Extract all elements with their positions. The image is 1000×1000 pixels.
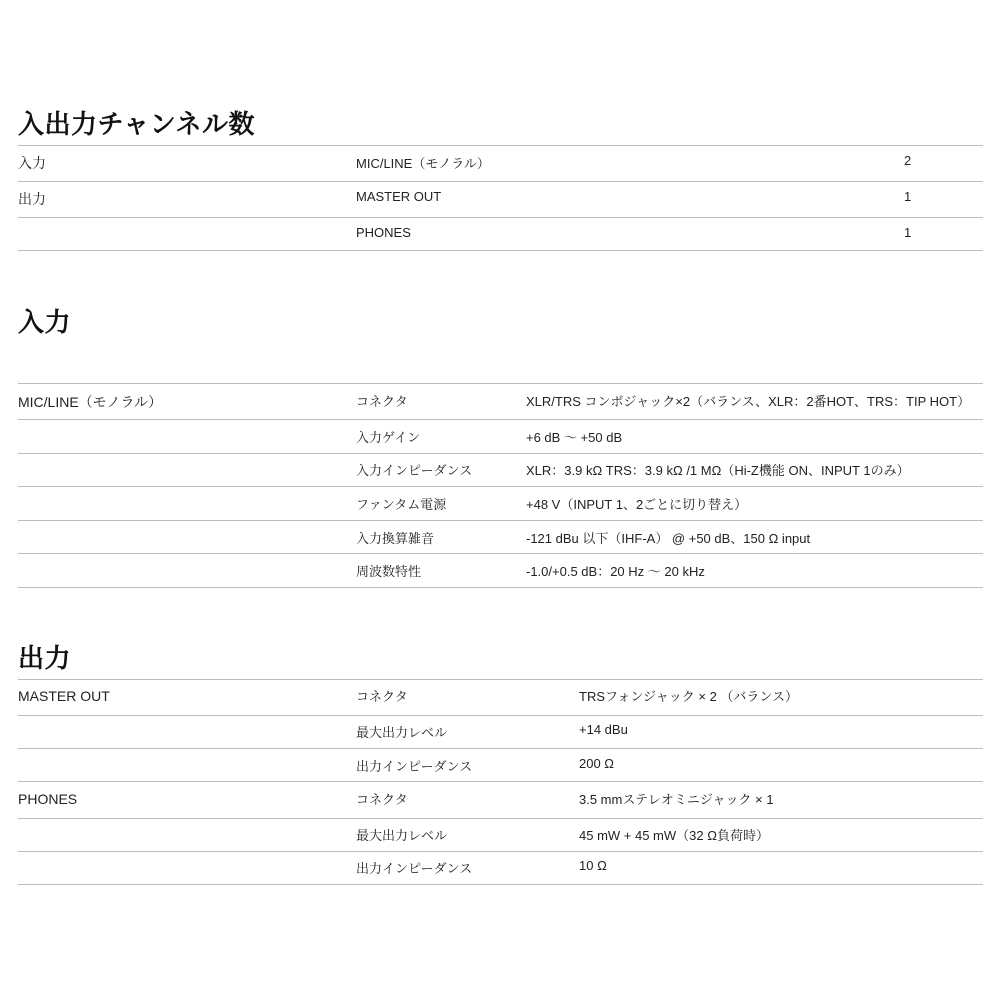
output-row-sub: 出力インピーダンス: [356, 759, 473, 774]
divider: [18, 884, 983, 885]
input-section-title: 入力: [18, 307, 72, 337]
divider: [18, 679, 983, 680]
input-row-value: XLR：3.9 kΩ TRS：3.9 kΩ /1 MΩ（Hi-Z機能 ON、INPUT 1のみ）: [526, 463, 910, 478]
divider: [18, 181, 983, 182]
channels-row-sub: PHONES: [356, 225, 411, 240]
output-row-label: MASTER OUT: [18, 688, 110, 704]
divider: [18, 453, 983, 454]
input-row-sub: 周波数特性: [356, 564, 422, 579]
output-row-sub: コネクタ: [356, 792, 408, 807]
channels-row-sub: MASTER OUT: [356, 189, 442, 204]
divider: [18, 715, 983, 716]
divider: [18, 781, 983, 782]
channels-row-label: 入力: [18, 155, 46, 171]
input-row-value: XLR/TRS コンボジャック×2（バランス、XLR：2番HOT、TRS：TIP HOT）: [526, 394, 971, 409]
channels-section-title: 入出力チャンネル数: [18, 109, 255, 139]
input-row-sub: コネクタ: [356, 394, 408, 409]
output-row-label: PHONES: [18, 791, 78, 807]
output-row-sub: コネクタ: [356, 689, 408, 704]
channels-row-count: 1: [904, 189, 912, 204]
channels-row-label: 出力: [18, 191, 46, 207]
output-row-sub: 最大出力レベル: [356, 725, 448, 740]
divider: [18, 217, 983, 218]
divider: [18, 486, 983, 487]
divider: [18, 145, 983, 146]
output-row-value: 200 Ω: [579, 756, 615, 771]
output-row-value: 3.5 mmステレオミニジャック × 1: [579, 792, 774, 807]
divider: [18, 250, 983, 251]
divider: [18, 748, 983, 749]
divider: [18, 520, 983, 521]
channels-row-count: 2: [904, 153, 912, 168]
input-row-value: +6 dB 〜 +50 dB: [526, 430, 623, 445]
divider: [18, 587, 983, 588]
input-row-sub: 入力インピーダンス: [356, 463, 473, 478]
output-section-title: 出力: [18, 643, 72, 673]
channels-row-count: 1: [904, 225, 912, 240]
input-row-value: +48 V（INPUT 1、2ごとに切り替え）: [526, 497, 748, 512]
divider: [18, 383, 983, 384]
channels-row-sub: MIC/LINE（モノラル）: [356, 156, 490, 171]
input-row-sub: ファンタム電源: [356, 497, 447, 512]
input-row-label: MIC/LINE（モノラル）: [18, 394, 163, 410]
input-row-value: -121 dBu 以下（IHF-A） @ +50 dB、150 Ω input: [526, 531, 811, 546]
output-row-value: 10 Ω: [579, 858, 607, 873]
output-row-value: TRSフォンジャック × 2 （バランス）: [579, 689, 799, 704]
divider: [18, 851, 983, 852]
input-row-sub: 入力ゲイン: [356, 430, 421, 445]
divider: [18, 419, 983, 420]
output-row-sub: 出力インピーダンス: [356, 861, 473, 876]
output-row-value: +14 dBu: [579, 722, 628, 737]
divider: [18, 818, 983, 819]
output-row-sub: 最大出力レベル: [356, 828, 448, 843]
input-row-sub: 入力換算雑音: [356, 531, 435, 546]
divider: [18, 553, 983, 554]
input-row-value: -1.0/+0.5 dB：20 Hz 〜 20 kHz: [526, 564, 705, 579]
output-row-value: 45 mW + 45 mW（32 Ω負荷時）: [579, 828, 769, 843]
